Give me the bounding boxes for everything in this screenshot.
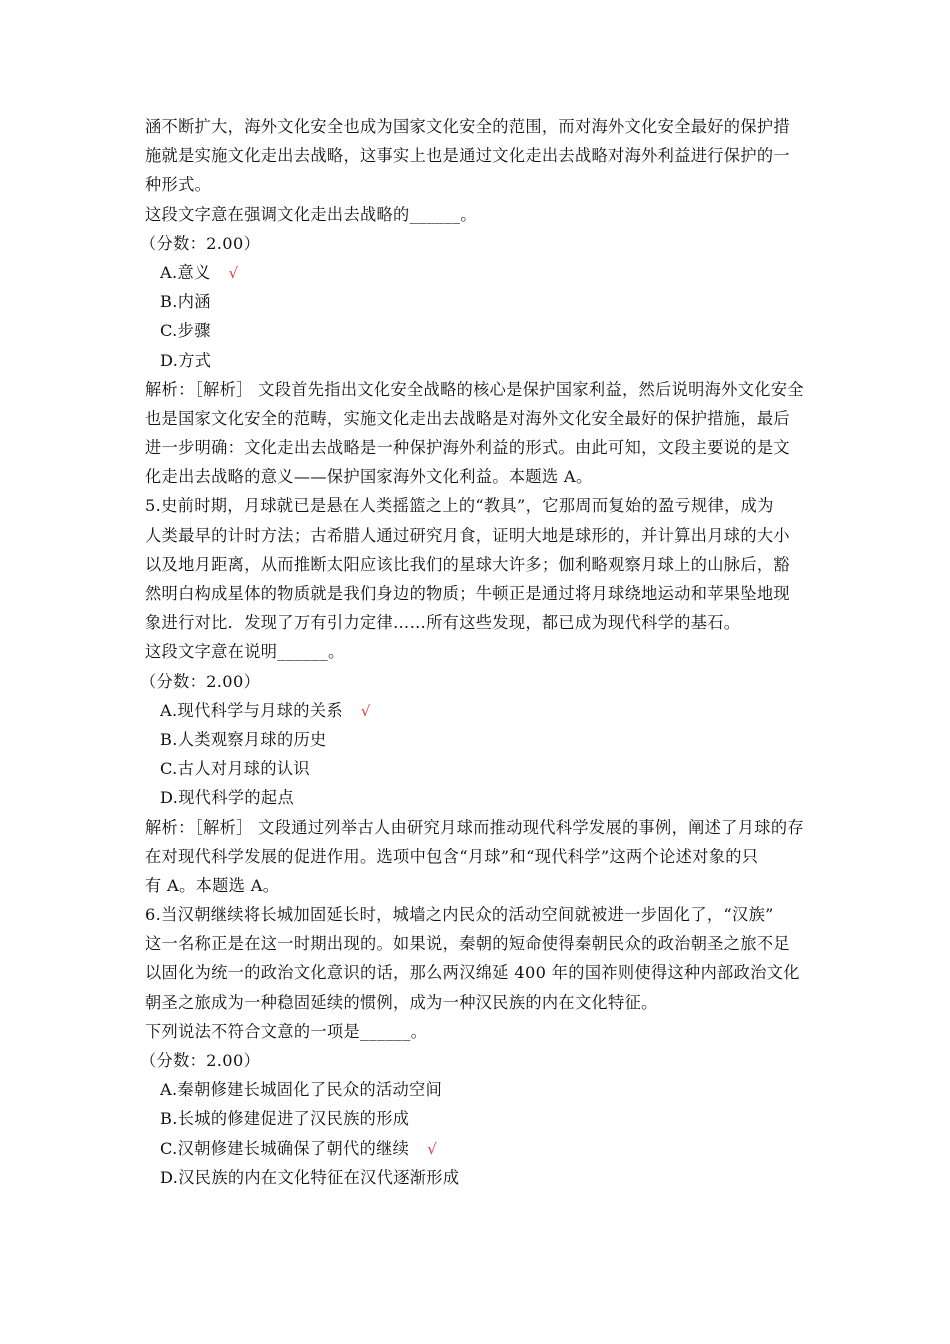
q4-passage-line: 施就是实施文化走出去战略，这事实上也是通过文化走出去战略对海外利益进行保护的一 xyxy=(145,146,790,166)
q5-option-c xyxy=(145,754,813,783)
q6-option-b xyxy=(145,1104,813,1133)
q6-option-c xyxy=(145,1134,813,1163)
option-label: A.现代科学与月球的关系 xyxy=(160,700,343,720)
correct-check-icon: √ xyxy=(228,263,239,282)
q5-passage-line: 然明白构成星体的物质就是我们身边的物质；牛顿正是通过将月球绕地运动和苹果坠地现 xyxy=(145,584,790,603)
q5-passage-line: 人类最早的计时方法；古希腊人通过研究月食，证明大地是球形的，并计算出月球的大小 xyxy=(145,525,790,545)
exam-page xyxy=(140,112,813,1192)
q4-option-b xyxy=(145,287,813,316)
q4-analysis-line: 也是国家文化安全的范畴，实施文化走出去战略是对海外文化安全最好的保护措施，最后 xyxy=(145,408,790,428)
q5-passage-line: 以及地月距离，从而推断太阳应该比我们的星球大许多；伽利略观察月球上的山脉后，豁 xyxy=(145,554,790,574)
option-label: B.人类观察月球的历史 xyxy=(160,729,327,749)
q5-analysis-line: 解析：［解析］ 文段通过列举古人由研究月球而推动现代科学发展的事例，阐述了月球的存 xyxy=(145,817,804,837)
q6-passage xyxy=(145,900,813,1017)
q4-passage-line: 涵不断扩大，海外文化安全也成为国家文化安全的范围，而对海外文化安全最好的保护措 xyxy=(145,117,790,136)
q5-option-a xyxy=(145,696,813,725)
option-label: C.汉朝修建长城确保了朝代的继续 xyxy=(160,1138,410,1158)
option-label: C.步骤 xyxy=(160,321,211,341)
option-label: B.内涵 xyxy=(160,292,211,312)
q5-option-b xyxy=(145,725,813,754)
q5-option-d xyxy=(145,783,813,812)
q5-analysis-line: 在对现代科学发展的促进作用。选项中包含“月球”和“现代科学”这两个论述对象的只 xyxy=(145,846,759,866)
q6-score: （分数：2.00） xyxy=(140,1051,261,1070)
q6-passage-line: 以固化为统一的政治文化意识的话，那么两汉绵延 400 年的国祚则使得这种内部政治文化 xyxy=(145,963,800,983)
option-label: A.秦朝修建长城固化了民众的活动空间 xyxy=(160,1080,443,1100)
q5-score: （分数：2.00） xyxy=(140,671,261,691)
question-6 xyxy=(140,900,813,1192)
q4-analysis-line: 解析：［解析］ 文段首先指出文化安全战略的核心是保护国家利益，然后说明海外文化安全 xyxy=(145,379,804,399)
q5-analysis xyxy=(145,813,813,901)
q4-analysis-line: 进一步明确：文化走出去战略是一种保护海外利益的形式。由此可知，文段主要说的是文 xyxy=(145,438,790,458)
q4-passage xyxy=(145,112,813,200)
question-4 xyxy=(140,112,813,491)
q5-analysis-line: 有 A。本题选 A。 xyxy=(145,875,280,895)
option-label: D.现代科学的起点 xyxy=(160,788,295,808)
q6-option-a xyxy=(145,1075,813,1104)
option-label: A.意义 xyxy=(160,262,211,282)
q4-option-a xyxy=(145,258,813,287)
q4-option-c xyxy=(145,316,813,345)
q4-score: （分数：2.00） xyxy=(140,233,261,253)
option-label: D.方式 xyxy=(160,350,212,370)
q4-stem: 这段文字意在强调文化走出去战略的______。 xyxy=(145,204,477,224)
q6-passage-line: 这一名称正是在这一时期出现的。如果说，秦朝的短命使得秦朝民众的政治朝圣之旅不足 xyxy=(145,934,790,954)
q5-passage-line: 象进行对比．发现了万有引力定律……所有这些发现，都已成为现代科学的基石。 xyxy=(145,613,741,633)
correct-check-icon: √ xyxy=(427,1139,438,1158)
q5-passage xyxy=(145,491,813,637)
q6-stem: 下列说法不符合文意的一项是______。 xyxy=(145,1021,428,1041)
q6-passage-line: 6.当汉朝继续将长城加固延长时，城墙之内民众的活动空间就被进一步固化了，“汉族” xyxy=(145,905,774,925)
option-label: C.古人对月球的认识 xyxy=(160,759,310,779)
option-label: B.长城的修建促进了汉民族的形成 xyxy=(160,1109,410,1129)
q4-analysis xyxy=(145,375,813,492)
q5-passage-line: 5.史前时期，月球就已是悬在人类摇篮之上的“教具”，它那周而复始的盈亏规律，成为 xyxy=(145,496,774,516)
correct-check-icon: √ xyxy=(360,701,371,720)
q5-stem: 这段文字意在说明______。 xyxy=(145,642,345,662)
option-label: D.汉民族的内在文化特征在汉代逐渐形成 xyxy=(160,1167,460,1187)
q6-option-d xyxy=(145,1163,813,1192)
q4-analysis-line: 化走出去战略的意义——保护国家海外文化利益。本题选 A。 xyxy=(145,467,593,487)
q4-passage-line: 种形式。 xyxy=(145,175,212,195)
q4-option-d xyxy=(145,346,813,375)
q6-passage-line: 朝圣之旅成为一种稳固延续的惯例，成为一种汉民族的内在文化特征。 xyxy=(145,992,658,1012)
question-5 xyxy=(140,491,813,900)
